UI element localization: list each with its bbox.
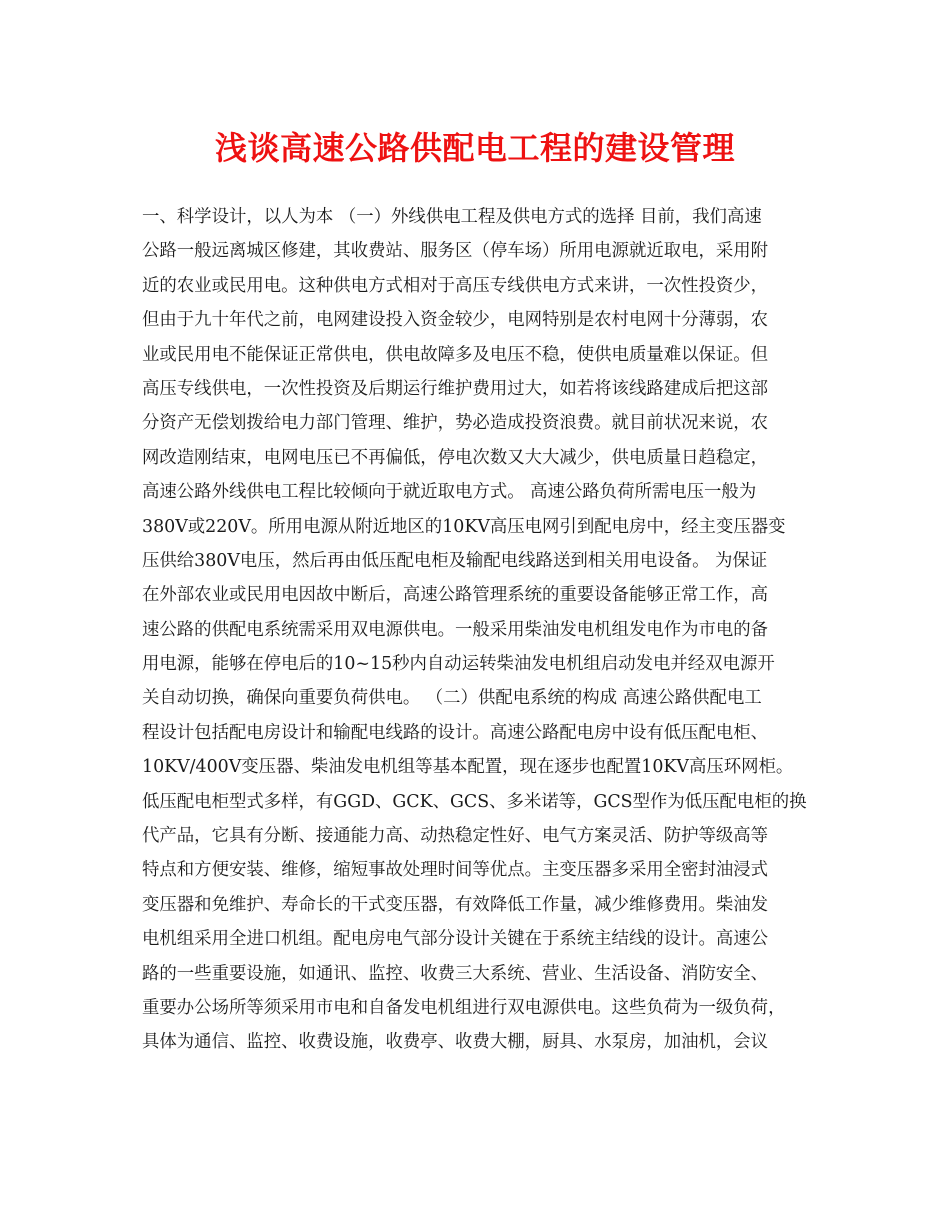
body-line: 具体为通信、监控、收费设施，收费亭、收费大棚，厨具、水泵房，加油机，会议 bbox=[142, 1032, 769, 1053]
body-line: 速公路的供配电系统需采用双电源供电。一般采用柴油发电机组发电作为市电的备 bbox=[142, 619, 769, 640]
body-line: 公路一般远离城区修建，其收费站、服务区（停车场）所用电源就近取电，采用附 bbox=[142, 241, 769, 262]
body-line: 用电源，能够在停电后的10~15秒内自动运转柴油发电机组启动发电并经双电源开 bbox=[142, 654, 775, 675]
body-line: 10KV/400V变压器、柴油发电机组等基本配置，现在逐步也配置10KV高压环网柜。 bbox=[142, 757, 794, 778]
body-line: 网改造刚结束，电网电压已不再偏低，停电次数又大大减少，供电质量日趋稳定， bbox=[142, 447, 769, 468]
body-line: 一、科学设计，以人为本 （一）外线供电工程及供电方式的选择 目前，我们高速 bbox=[142, 207, 762, 227]
document-body bbox=[142, 200, 832, 1060]
body-line: 电机组采用全进口机组。配电房电气部分设计关键在于系统主结线的设计。高速公 bbox=[142, 929, 769, 950]
body-line: 代产品，它具有分断、接通能力高、动热稳定性好、电气方案灵活、防护等级高等 bbox=[142, 826, 769, 847]
body-line: 业或民用电不能保证正常供电，供电故障多及电压不稳，使供电质量难以保证。但 bbox=[142, 344, 769, 365]
body-line: 高压专线供电，一次性投资及后期运行维护费用过大，如若将该线路建成后把这部 bbox=[142, 378, 769, 399]
body-line: 变压器和免维护、寿命长的干式变压器，有效降低工作量，减少维修费用。柴油发 bbox=[142, 894, 769, 915]
document-title: 浅谈高速公路供配电工程的建设管理 bbox=[214, 129, 735, 167]
body-line: 高速公路外线供电工程比较倾向于就近取电方式。 高速公路负荷所需电压一般为 bbox=[142, 482, 757, 503]
body-line: 分资产无偿划拨给电力部门管理、维护，势必造成投资浪费。就目前状况来说，农 bbox=[142, 413, 769, 434]
body-line: 近的农业或民用电。这种供电方式相对于高压专线供电方式来讲，一次性投资少， bbox=[142, 275, 769, 296]
body-line: 重要办公场所等须采用市电和自备发电机组进行双电源供电。这些负荷为一级负荷， bbox=[142, 997, 786, 1018]
body-line: 但由于九十年代之前，电网建设投入资金较少，电网特别是农村电网十分薄弱，农 bbox=[142, 310, 769, 331]
body-line: 低压配电柜型式多样，有GGD、GCK、GCS、多米诺等，GCS型作为低压配电柜的换 bbox=[142, 791, 807, 812]
body-line: 程设计包括配电房设计和输配电线路的设计。高速公路配电房中设有低压配电柜、 bbox=[142, 722, 769, 743]
body-line: 压供给380V电压，然后再由低压配电柜及输配电线路送到相关用电设备。 为保证 bbox=[142, 550, 768, 571]
body-line: 380V或220V。所用电源从附近地区的10KV高压电网引到配电房中，经主变压器变 bbox=[142, 516, 786, 537]
body-line: 关自动切换，确保向重要负荷供电。 （二）供配电系统的构成 高速公路供配电工 bbox=[142, 688, 762, 709]
body-line: 在外部农业或民用电因故中断后，高速公路管理系统的重要设备能够正常工作，高 bbox=[142, 585, 769, 606]
body-line: 特点和方便安装、维修，缩短事故处理时间等优点。主变压器多采用全密封油浸式 bbox=[142, 860, 769, 881]
body-line: 路的一些重要设施，如通讯、监控、收费三大系统、营业、生活设备、消防安全、 bbox=[142, 963, 769, 984]
